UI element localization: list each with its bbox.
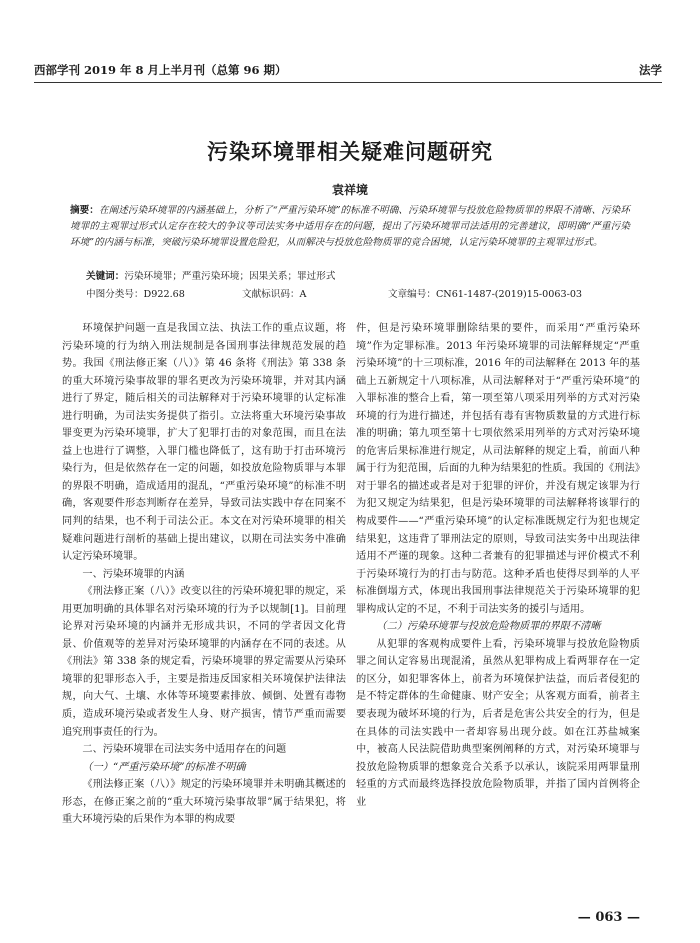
body-paragraph: 从犯罪的客观构成要件上看，污染环境罪与投放危险物质罪之间认定容易出现混淆，虽然从犯罪构成上看两罪存在一定的区分，如犯罪客体上，前者为环境保护法益，而后者侵犯的是不特定群体的生命健康、财产安全；从客观方面看，前者主要表现为破坏环境的行为，后者是危害公共安全的行为，但是在具体的司法实践中一者却容易出现分歧。如在江苏盐城案中，被高人民法院借助典型案例阐释的方式，对污染环境罪与投放危险物质罪的想象竞合关系予以承认，该院采用两罪量刑轻重的方式而最终选择投放危险物质罪，并指了国内首例将企业 (356, 638, 640, 808)
section-heading: 二、污染环境罪在司法实务中适用存在的问题 (82, 744, 287, 756)
document-code: 文献标识码：A (242, 289, 307, 300)
journal-info: 西部学刊 2019 年 8 月上半月刊（总第 96 期） (34, 63, 287, 77)
body-paragraph: 件，但是污染环境罪删除结果的要件，而采用“严重污染环境”作为定罪标准。2013 年污染环境罪的司法解释规定“严重污染环境”的十三项标准，2016 年的司法解释在 2013 年的基础上五新规定十八项标准，从司法解释对于“严重污染环境”的入罪标准的整合上看，第一项至第八项采用列举的方式对污染环境的行为进行描述，并包括有毒有害物质数量的方式进行标准的明确；第九项至第十七项依然采用列举的方式对污染环境的危害后果标准进行规定，从司法解释的规定上看，前面八种属于行为犯范围，后面的九种为结果犯的性质。我国的《刑法》对于罪名的描述或者是对于犯罪的评价，并没有规定该罪为行为犯又规定为结果犯，但是污染环境罪的司法解释将该罪行的构成要件——“严重污染环境”的认定标准既规定行为犯也规定结果犯，这违背了罪刑法定的原则，导致司法实务中出现法律适用不严谨的现象。这种二者兼有的犯罪描述与评价模式不利于污染环境行为的打击与防范。这种矛盾也使得尽到举的人平标准倒塌方式，体现出我国刑事法律规范关于污染环境罪的犯罪构成认定的不足，不利于司法实务的援引与适用。 (356, 323, 640, 615)
body-paragraph: 环境保护问题一直是我国立法、执法工作的重点议题，将污染环境的行为纳入刑法规制是各国刑事法律规范发展的趋势。我国《刑法修正案（八）》第 46 条将《刑法》第 338 条的重大环境污染事故罪的罪名更改为污染环境罪，并对其内涵进行了界定，随后相关的司法解释对于污染环境罪的认定标准进行明确，为司法实务提供了指引。立法将重大环境污染事故罪变更为污染环境罪，扩大了犯罪打击的对象范围，而且在法益上也进行了调整，入罪门槛也降低了，这有助于打击环境污染行为，但是依然存在一定的问题，如投放危险物质罪与本罪的界限不明确，造成适用的混乱，“严重污染环境”的标准不明确，客观要件形态判断存在差异，导致司法实践中存在同案不同判的结果，也不利于司法公正。本文在对污染环境罪的相关疑难问题进行剖析的基础上提出建议，以期在司法实务中准确认定污染环境罪。 (62, 323, 346, 563)
clc-number: 中图分类号：D922.68 (86, 289, 185, 300)
keywords-text: 污染环境罪；严重污染环境；因果关系；罪过形式 (124, 271, 336, 282)
section-heading: （一）“严重污染环境”的标准不明确 (82, 761, 246, 773)
abstract-text: 在阐述污染环境罪的内涵基础上，分析了“严重污染环境”的标准不明确、污染环境罪与投放危险物质罪的界限不清晰、污染环境罪的主观罪过形式认定存在较大的争议等司法实务中适用存在的问题，提出了污染环境罪司法适用的完善建议，即明确“严重污染环境”的内涵与标准，突破污染环境罪设置危险犯，从而解决与投放危险物质罪的竞合困境，认定污染环境罪的主观罪过形式。 (70, 205, 631, 248)
author-name: 袁祥境 (331, 183, 368, 197)
body-paragraph: 《刑法修正案（八）》改变以往的污染环境犯罪的规定，采用更加明确的具体罪名对污染环境的行为予以规制[1]。目前理论界对污染环境的内涵并无形成共识，不同的学者因文化背景、价值观等的差异对污染环境罪的内涵存在不同的表述。从《刑法》第 338 条的规定看，污染环境罪的界定需要从污染环境罪的犯罪形态入手，主要是指违反国家相关环境保护法律法规，向大气、土壤、水体等环境要素排放、倾倒、处置有毒物质，造成环境污染或者发生人身、财产损害，情节严重而需要追究刑事责任的行为。 (62, 586, 346, 738)
section-label: 法学 (639, 63, 662, 77)
section-heading: （二）污染环境罪与投放危险物质罪的界限不清晰 (376, 621, 601, 633)
abstract-label: 摘要： (70, 205, 99, 216)
keywords-label: 关键词： (86, 271, 125, 282)
section-heading: 一、污染环境罪的内涵 (82, 568, 185, 580)
left-column (62, 320, 346, 829)
right-column (356, 320, 640, 811)
body-paragraph: 《刑法修正案（八）》规定的污染环境罪并未明确其概述的形态，在修正案之前的“重大环境污染事故罪”属于结果犯，将重大环境污染的后果作为本罪的构成要 (62, 779, 346, 826)
keywords (86, 269, 626, 285)
article-number: 文章编号：CN61-1487-(2019)15-0063-03 (388, 289, 583, 300)
abstract (70, 203, 630, 251)
page-number: — 063 — (577, 910, 640, 925)
running-header (34, 60, 662, 83)
article-title: 污染环境罪相关疑难问题研究 (207, 139, 493, 164)
